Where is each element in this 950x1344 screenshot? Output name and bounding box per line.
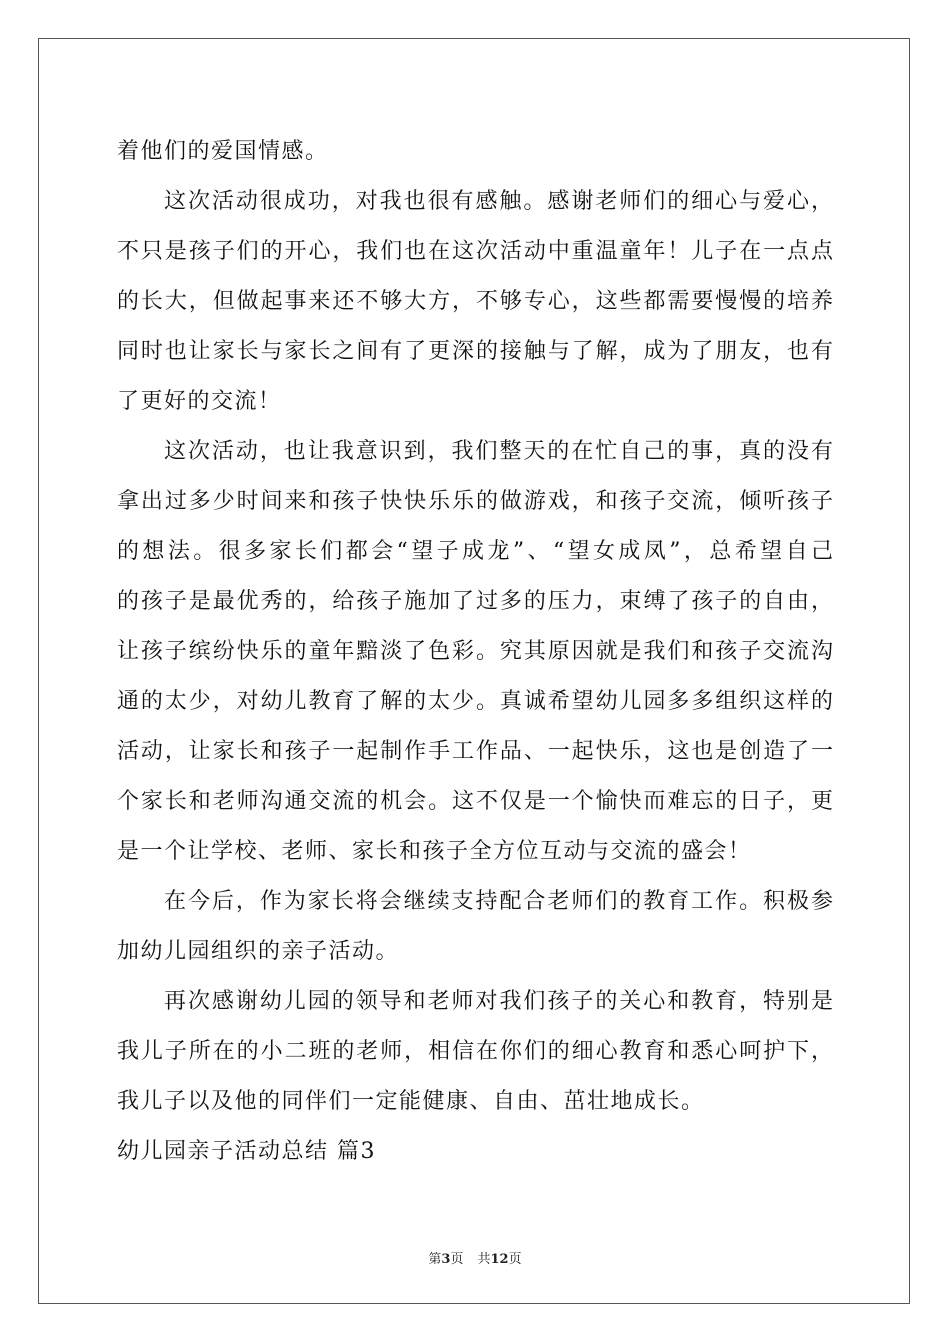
total-suffix: 页 bbox=[508, 1252, 522, 1267]
total-prefix: 共 bbox=[477, 1252, 491, 1267]
page-number: 3 bbox=[441, 1252, 451, 1267]
text-line: 着他们的爱国情感。 bbox=[117, 139, 329, 164]
text-line: 再次感谢幼儿园的领导和老师对我们孩子的关心和教育，特别是 bbox=[164, 989, 833, 1014]
text-line: 拿出过多少时间来和孩子快快乐乐的做游戏，和孩子交流，倾听孩子 bbox=[117, 489, 833, 514]
text-line: 了更好的交流！ bbox=[117, 389, 282, 414]
text-line: 在今后，作为家长将会继续支持配合老师们的教育工作。积极参 bbox=[164, 889, 833, 914]
text-line: 的想法。很多家长们都会“望子成龙”、“望女成凤”，总希望自己 bbox=[117, 539, 833, 564]
text-line: 加幼儿园组织的亲子活动。 bbox=[117, 939, 400, 964]
text-line: 这次活动很成功，对我也很有感触。感谢老师们的细心与爱心， bbox=[164, 189, 833, 214]
text-line: 同时也让家长与家长之间有了更深的接触与了解，成为了朋友，也有 bbox=[117, 339, 833, 364]
text-line: 是一个让学校、老师、家长和孩子全方位互动与交流的盛会！ bbox=[117, 839, 752, 864]
page-prefix: 第 bbox=[428, 1252, 442, 1267]
page-suffix: 页 bbox=[450, 1252, 464, 1267]
text-line: 我儿子所在的小二班的老师，相信在你们的细心教育和悉心呵护下， bbox=[117, 1039, 833, 1064]
document-body bbox=[117, 127, 833, 1177]
text-line: 通的太少，对幼儿教育了解的太少。真诚希望幼儿园多多组织这样的 bbox=[117, 689, 833, 714]
text-line: 不只是孩子们的开心，我们也在这次活动中重温童年！儿子在一点点 bbox=[117, 239, 833, 264]
text-line: 让孩子缤纷快乐的童年黯淡了色彩。究其原因就是我们和孩子交流沟 bbox=[117, 639, 833, 664]
text-line: 活动，让家长和孩子一起制作手工作品、一起快乐，这也是创造了一 bbox=[117, 739, 833, 764]
total-pages: 12 bbox=[490, 1252, 509, 1267]
text-line: 的孩子是最优秀的，给孩子施加了过多的压力，束缚了孩子的自由， bbox=[117, 589, 833, 614]
text-line: 我儿子以及他的同伴们一定能健康、自由、茁壮地成长。 bbox=[117, 1089, 705, 1114]
page-footer bbox=[0, 1248, 950, 1267]
text-line: 幼儿园亲子活动总结 篇3 bbox=[117, 1139, 376, 1164]
text-line: 个家长和老师沟通交流的机会。这不仅是一个愉快而难忘的日子，更 bbox=[117, 789, 833, 814]
text-line: 这次活动，也让我意识到，我们整天的在忙自己的事，真的没有 bbox=[164, 439, 833, 464]
text-line: 的长大，但做起事来还不够大方，不够专心，这些都需要慢慢的培养 bbox=[117, 289, 833, 314]
